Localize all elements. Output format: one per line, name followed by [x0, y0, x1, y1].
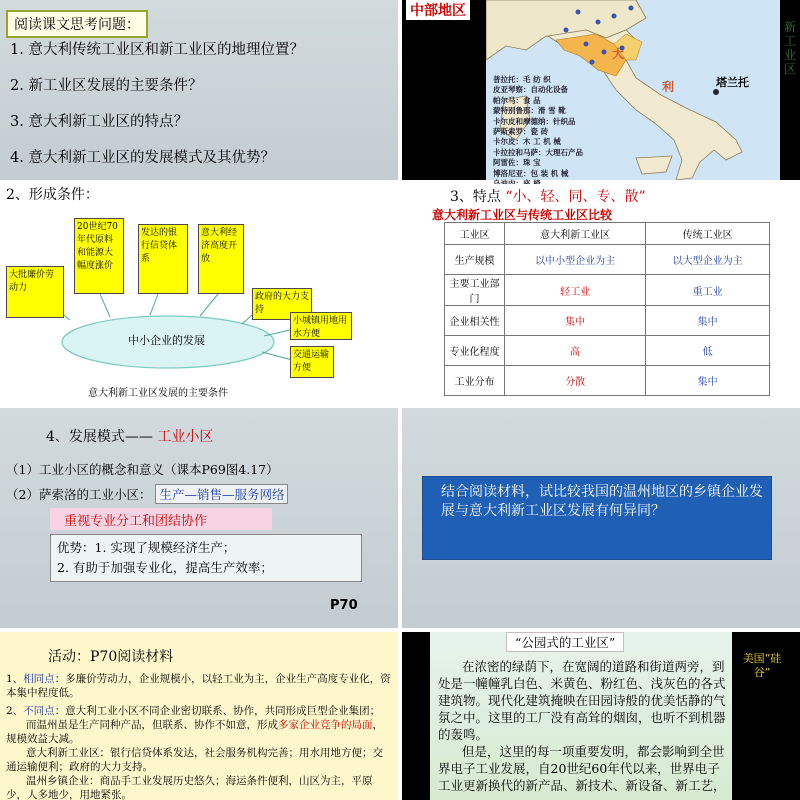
table-row — [445, 336, 770, 366]
page-reference: P70 — [330, 598, 358, 613]
condition-materials: 20世纪70年代原料和能源大幅度涨价 — [74, 218, 124, 294]
slide-title — [450, 186, 646, 206]
legend-item: 蒙特别鲁那：滑 雪 靴 — [493, 106, 566, 116]
question-1: 1. 意大利传统工业区和新工业区的地理位置？ — [10, 42, 304, 58]
paragraph-differences — [6, 704, 392, 718]
different-text: ：意大利工业小区不同企业密切联系、协作，共同形成巨型企业集团； — [54, 705, 381, 717]
advantage-1: 优势：1. 实现了规模经济生产； — [57, 540, 236, 555]
row-label: 生产规模 — [445, 245, 505, 275]
map-title: 中部地区 — [406, 0, 470, 20]
table-row — [445, 366, 770, 396]
question-2: 2. 新工业区发展的主要条件？ — [10, 78, 203, 94]
discussion-slide — [402, 408, 800, 628]
wenzhou-text-b: ，规模效益大减。 — [6, 719, 383, 745]
condition-government: 政府的大力支持 — [252, 288, 312, 320]
table-subtitle: 意大利新工业区与传统工业区比较 — [432, 208, 613, 222]
title-prefix: 4、发展模式—— — [46, 429, 153, 445]
title-highlight: 工业小区 — [157, 429, 214, 445]
similar-label: 相同点 — [23, 673, 55, 685]
legend-item: 卡拉拉和马萨：大理石产品 — [493, 147, 583, 157]
side-vertical-text: 新工业区 — [784, 20, 797, 76]
questions-slide — [0, 0, 398, 180]
new-area-cell: 轻工业 — [505, 275, 646, 306]
traditional-area-cell: 集中 — [646, 306, 770, 336]
legend-item: 皮亚琴察：自动化设备 — [493, 85, 568, 95]
paragraph-township: 温州乡镇企业：商品手工业发展历史悠久；海运条件便利，山区为主，平原少，人多地少，用地紧张。 — [6, 775, 373, 800]
similar-text: ：多廉价劳动力，企业规模小，以轻工业为主，企业生产高度专业化，资本集中程度低。 — [6, 673, 391, 699]
point-2-label: （2）萨索洛的工业小区： — [6, 487, 152, 502]
region-label-1: 大 — [612, 47, 625, 61]
comparison-table — [444, 222, 770, 396]
city-label-taranto: 塔兰托 — [716, 76, 749, 89]
development-mode-slide — [0, 408, 398, 628]
item-number: 2、 — [6, 705, 24, 717]
legend-item: 萨斯索罗：瓷 砖 — [493, 127, 549, 137]
header-cell: 意大利新工业区 — [505, 223, 646, 245]
reading-text — [438, 658, 728, 794]
traditional-area-cell: 低 — [646, 336, 770, 366]
side-label: 美国“硅谷” — [742, 652, 782, 679]
legend-item: 普拉托：毛 纺 织 — [493, 75, 551, 84]
new-area-cell: 高 — [505, 336, 646, 366]
title-prefix: 3、特点 — [450, 189, 501, 205]
activity-text — [6, 672, 392, 800]
item-number: 1、 — [6, 673, 24, 685]
row-label: 企业相关性 — [445, 306, 505, 336]
reading-panel — [430, 632, 732, 800]
diagram-caption: 意大利新工业区发展的主要条件 — [88, 388, 228, 399]
legend-item: 卡尔皮：木 工 机 械 — [493, 137, 561, 147]
network-box: 生产—销售—服务网络 — [155, 484, 288, 504]
legend-item: 帕尔马：食 品 — [493, 95, 541, 105]
traditional-area-cell: 重工业 — [646, 275, 770, 306]
traditional-area-cell: 集中 — [646, 366, 770, 396]
condition-transport: 交通运输方便 — [290, 346, 334, 378]
condition-labor: 大批廉价劳动力 — [6, 266, 64, 318]
point-2 — [6, 484, 288, 504]
slide-title — [46, 426, 213, 446]
region-label-2: 利 — [662, 80, 675, 94]
different-label: 不同点 — [23, 705, 55, 717]
header-cell: 工业区 — [445, 223, 505, 245]
question-4: 4. 意大利新工业区的发展模式及其优势？ — [10, 150, 275, 166]
advantages-box — [50, 534, 362, 582]
slide-title: “公园式的工业区” — [506, 632, 624, 652]
table-row — [445, 245, 770, 275]
legend-item: 博洛尼亚：包 装 机 械 — [493, 168, 569, 178]
question-3: 3. 意大利新工业区的特点？ — [10, 114, 188, 130]
silicon-valley-slide — [402, 632, 800, 800]
point-1: （1）工业小区的概念和意义（课本P69图4.17） — [6, 462, 279, 477]
competition-highlight: 多家企业竞争的局面 — [278, 719, 373, 731]
table-header-row — [445, 223, 770, 245]
legend-item: 阿雷佐：珠 宝 — [493, 158, 541, 168]
center-label: 中小企业的发展 — [128, 334, 205, 347]
row-label: 工业分布 — [445, 366, 505, 396]
condition-economy: 意大利经济高度开放 — [198, 224, 244, 294]
map-legend — [493, 75, 583, 189]
reading-paragraph-1: 在浓密的绿荫下，在宽阔的道路和街道两旁，到处是一幢幢乳白色、米黄色、粉红色、浅灰色的各式建筑物。现代化建筑掩映在田园诗般的优美恬静的气氛之中。这里的工厂没有高耸的烟囱，也听不到机器的轰鸣。 — [438, 659, 726, 742]
reading-paragraph-2: 但是，这里的每一项重要发明，都会影响到全世界电子工业发展，自20世纪60年代以来，世界电子工业更新换代的新产品、新技术、新设备、新工艺， — [438, 744, 726, 793]
legend-item: 卡尔皮和摩德纳：针织品 — [493, 116, 576, 126]
activity-slide — [0, 632, 398, 800]
traditional-area-cell: 以大型企业为主 — [646, 245, 770, 275]
slide-title: 阅读课文思考问题： — [6, 10, 148, 38]
header-cell: 传统工业区 — [646, 223, 770, 245]
title-quote: “小、轻、同、专、散” — [505, 189, 646, 205]
question-box: 结合阅读材料，试比较我国的温州地区的乡镇企业发展与意大利新工业区发展有何异同？ — [422, 476, 772, 560]
table-row — [445, 275, 770, 306]
advantage-2: 2. 有助于加强专业化，提高生产效率； — [57, 560, 273, 575]
new-area-cell: 以中小型企业为主 — [505, 245, 646, 275]
italy-map-slide — [402, 0, 800, 180]
row-label: 主要工业部门 — [445, 275, 505, 306]
slide-title: 2、形成条件： — [6, 187, 99, 203]
condition-land: 小城镇用地用水方便 — [290, 312, 352, 340]
features-slide — [402, 184, 800, 404]
row-label: 专业化程度 — [445, 336, 505, 366]
paragraph-similarities — [6, 672, 392, 700]
paragraph-wenzhou — [6, 718, 392, 746]
new-area-cell: 集中 — [505, 306, 646, 336]
emphasis-bar: 重视专业分工和团结协作 — [50, 508, 272, 530]
slide-title: 活动：P70阅读材料 — [48, 649, 174, 665]
paragraph-italy: 意大利新工业区：银行信贷体系发达，社会服务机构完善；用水用地方便；交通运输便利；政府的大力支持。 — [6, 747, 383, 773]
condition-bank: 发达的银行信贷体系 — [138, 224, 188, 294]
conditions-slide — [0, 184, 398, 404]
wenzhou-text-a: 而温州虽是生产同种产品，但联系、协作不如意，形成 — [26, 719, 278, 731]
table-row — [445, 306, 770, 336]
new-area-cell: 分散 — [505, 366, 646, 396]
